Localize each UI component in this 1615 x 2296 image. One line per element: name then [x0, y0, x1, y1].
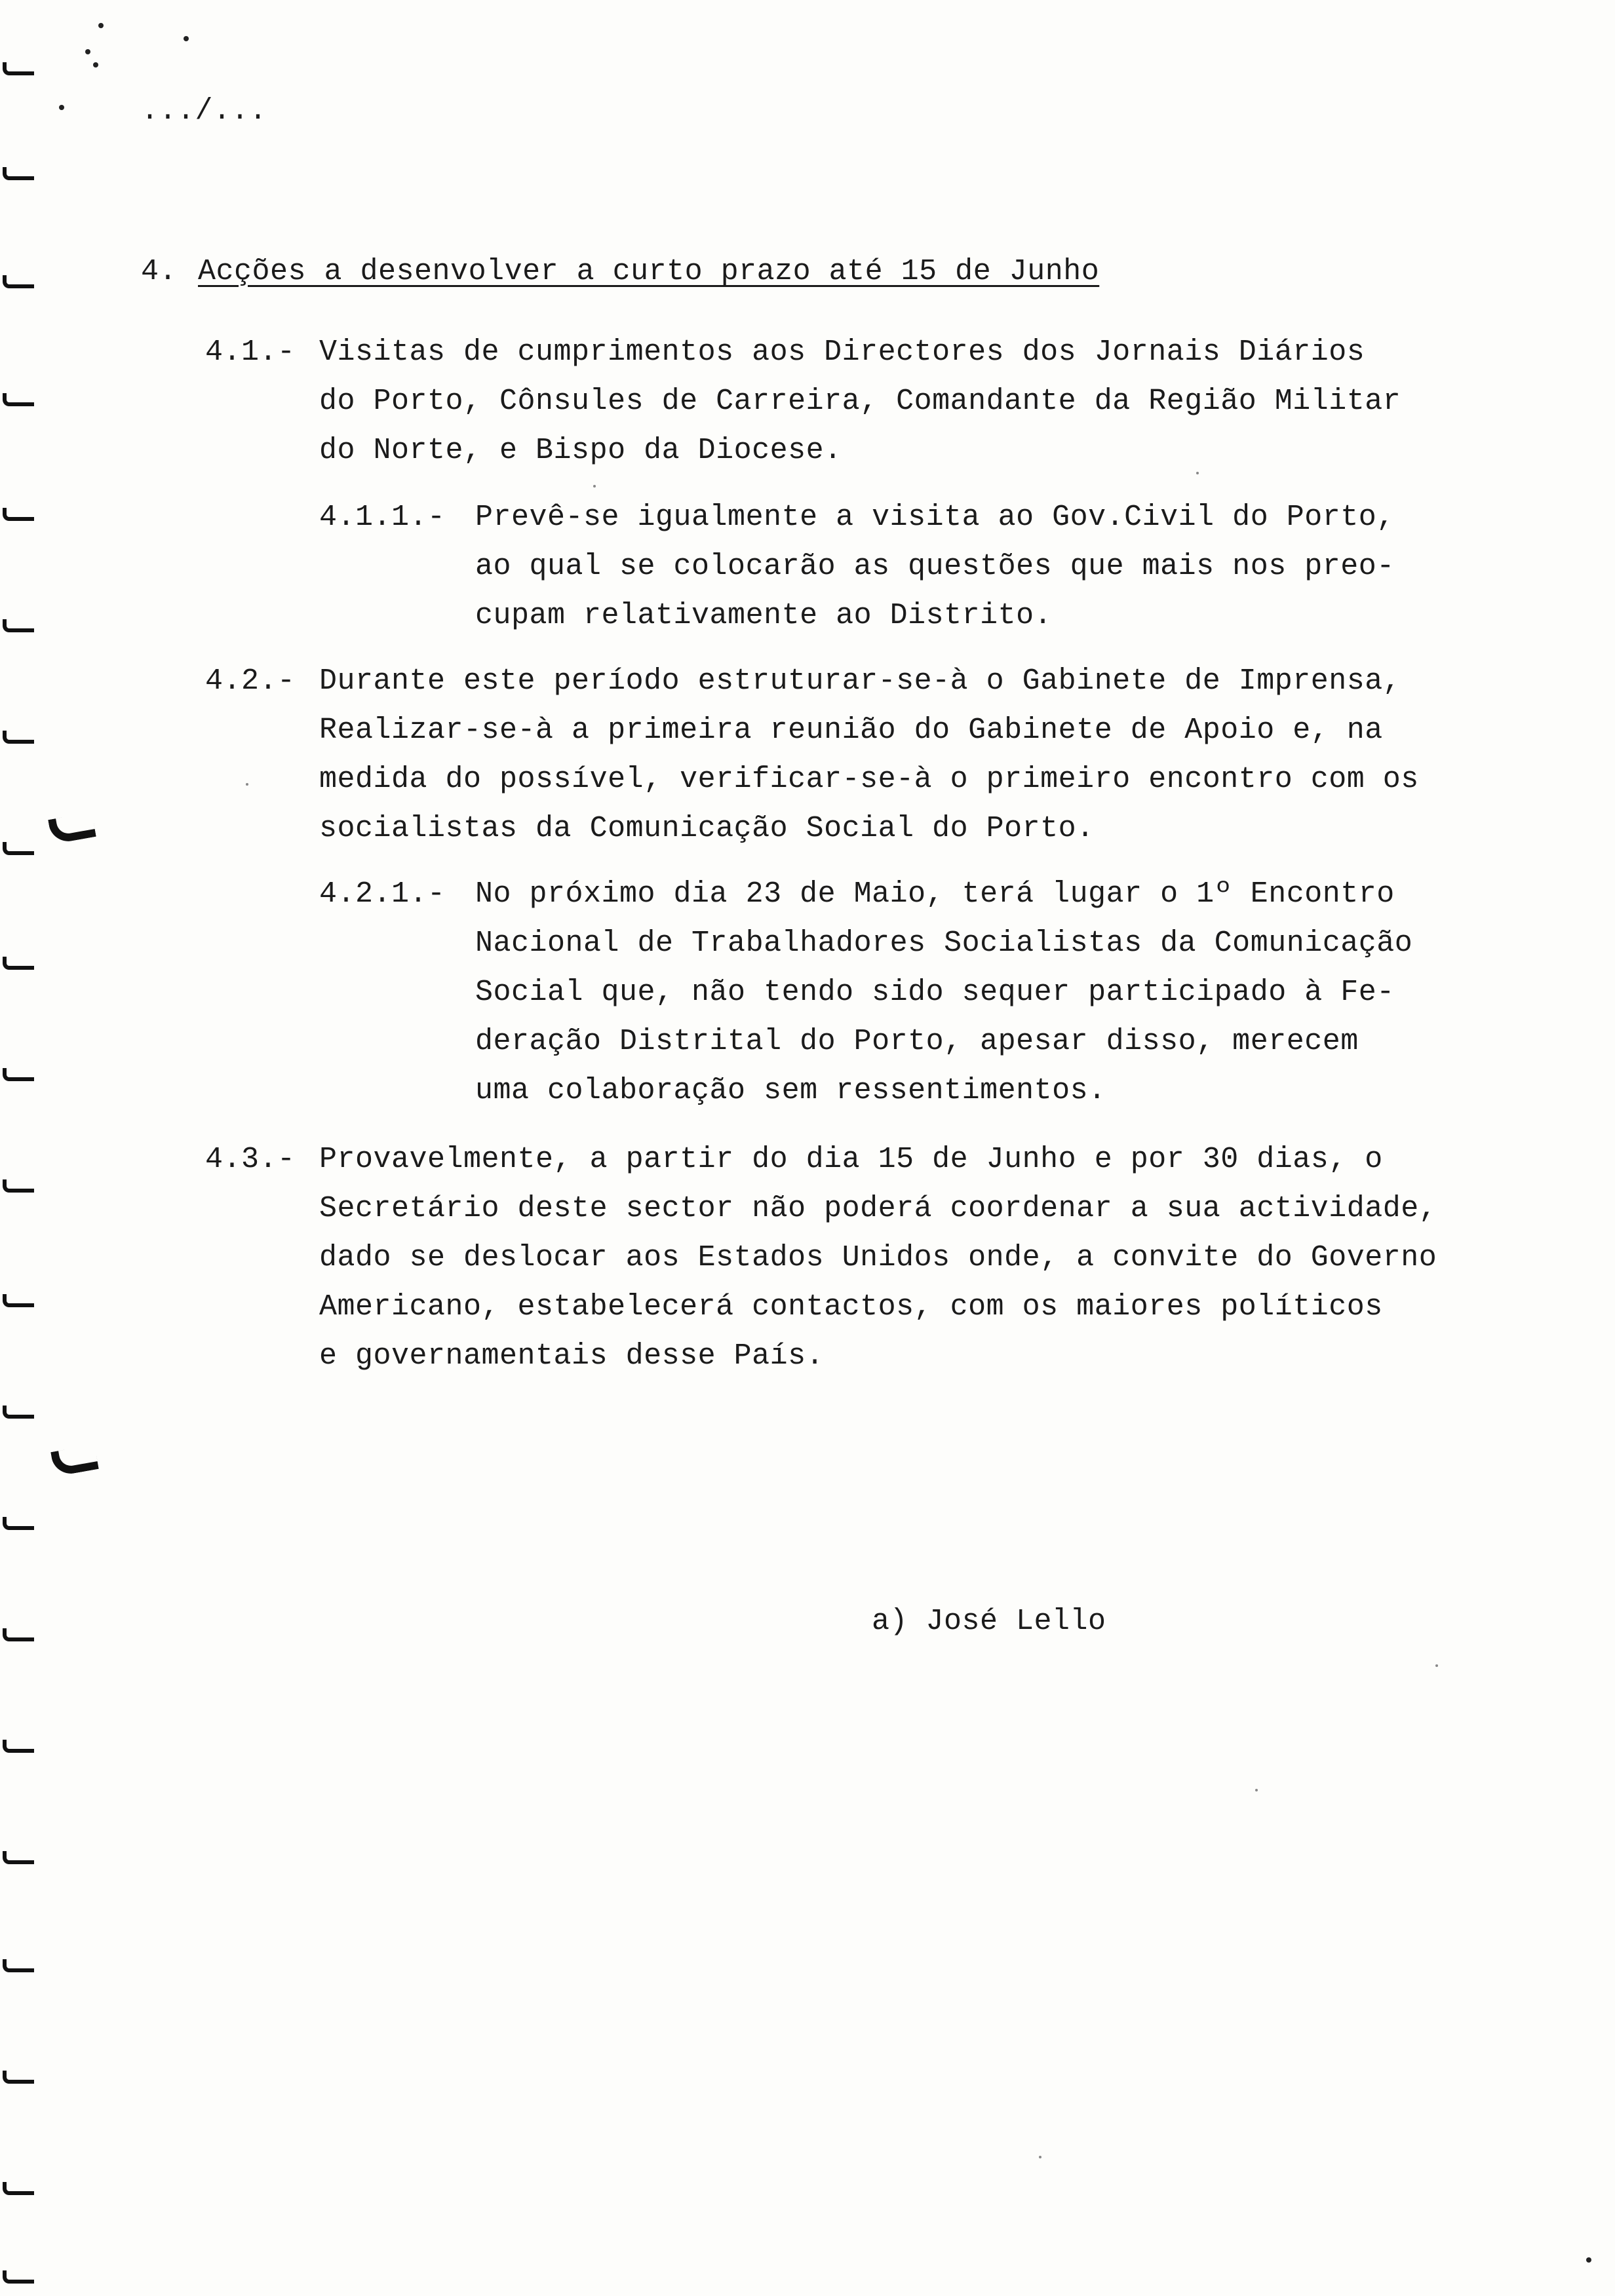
item-text-line: deração Distrital do Porto, apesar disso, merecem — [475, 1025, 1359, 1058]
item-text-line: Provavelmente, a partir do dia 15 de Junho e por 30 dias, o — [319, 1143, 1383, 1176]
binding-mark — [3, 1406, 34, 1419]
item-number: 4.3.- — [205, 1143, 296, 1176]
binding-mark — [3, 731, 34, 744]
binding-mark — [3, 1517, 34, 1530]
item-text-line: medida do possível, verificar-se-à o primeiro encontro com os — [319, 763, 1419, 796]
section-number: 4. — [141, 255, 178, 288]
binding-mark — [3, 842, 34, 855]
speck — [246, 783, 248, 786]
item-text-line: socialistas da Comunicação Social do Porto. — [319, 812, 1095, 845]
speck — [85, 49, 90, 54]
item-number: 4.2.- — [205, 664, 296, 698]
punch-hook-mark — [50, 1444, 99, 1476]
binding-mark — [3, 1740, 34, 1753]
binding-mark — [3, 508, 34, 521]
item-text-line: Visitas de cumprimentos aos Directores dos Jornais Diários — [319, 335, 1365, 369]
binding-mark — [3, 275, 34, 288]
speck — [98, 23, 104, 28]
section-title: Acções a desenvolver a curto prazo até 15 de Junho — [198, 255, 1100, 288]
item-text-line: No próximo dia 23 de Maio, terá lugar o 1º Encontro — [475, 877, 1395, 911]
item-text-line: dado se deslocar aos Estados Unidos onde, a convite do Governo — [319, 1241, 1437, 1274]
binding-mark — [3, 2182, 34, 2195]
item-number: 4.1.- — [205, 335, 296, 369]
binding-mark — [3, 619, 34, 632]
binding-mark — [3, 62, 34, 75]
binding-mark — [3, 2270, 34, 2284]
item-text-line: Realizar-se-à a primeira reunião do Gabinete de Apoio e, na — [319, 714, 1383, 747]
binding-mark — [3, 1294, 34, 1307]
speck — [184, 36, 189, 41]
speck — [1196, 472, 1199, 474]
punch-hook-mark — [48, 812, 96, 844]
item-text-line: Secretário deste sector não poderá coordenar a sua actividade, — [319, 1192, 1437, 1225]
binding-mark — [3, 1851, 34, 1864]
item-text-line: cupam relativamente ao Distrito. — [475, 599, 1053, 632]
binding-mark — [3, 167, 34, 180]
item-text-line: do Porto, Cônsules de Carreira, Comandante da Região Militar — [319, 385, 1401, 418]
binding-mark — [3, 2071, 34, 2084]
binding-mark — [3, 393, 34, 406]
item-text-line: do Norte, e Bispo da Diocese. — [319, 434, 842, 467]
binding-mark — [3, 1179, 34, 1193]
continuation-marker: .../... — [141, 94, 267, 128]
signature: a) José Lello — [872, 1605, 1106, 1638]
speck — [1435, 1664, 1438, 1667]
speck — [1039, 2156, 1041, 2158]
item-text-line: Prevê-se igualmente a visita ao Gov.Civil do Porto, — [475, 501, 1395, 534]
speck — [1255, 1789, 1258, 1791]
speck — [593, 485, 596, 488]
item-text-line: Americano, estabelecerá contactos, com os maiores políticos — [319, 1290, 1383, 1324]
speck — [1586, 2257, 1591, 2263]
item-text-line: Social que, não tendo sido sequer participado à Fe- — [475, 976, 1395, 1009]
speck — [59, 105, 64, 110]
item-number: 4.2.1.- — [319, 877, 446, 911]
item-text-line: Durante este período estruturar-se-à o Gabinete de Imprensa, — [319, 664, 1401, 698]
binding-mark — [3, 957, 34, 970]
item-text-line: Nacional de Trabalhadores Socialistas da Comunicação — [475, 927, 1413, 960]
item-text-line: uma colaboração sem ressentimentos. — [475, 1074, 1106, 1107]
item-text-line: ao qual se colocarão as questões que mais nos preo- — [475, 550, 1395, 583]
binding-mark — [3, 1628, 34, 1641]
binding-mark — [3, 1068, 34, 1081]
item-text-line: e governamentais desse País. — [319, 1339, 825, 1373]
binding-mark — [3, 1959, 34, 1972]
item-number: 4.1.1.- — [319, 501, 446, 534]
speck — [93, 62, 98, 67]
